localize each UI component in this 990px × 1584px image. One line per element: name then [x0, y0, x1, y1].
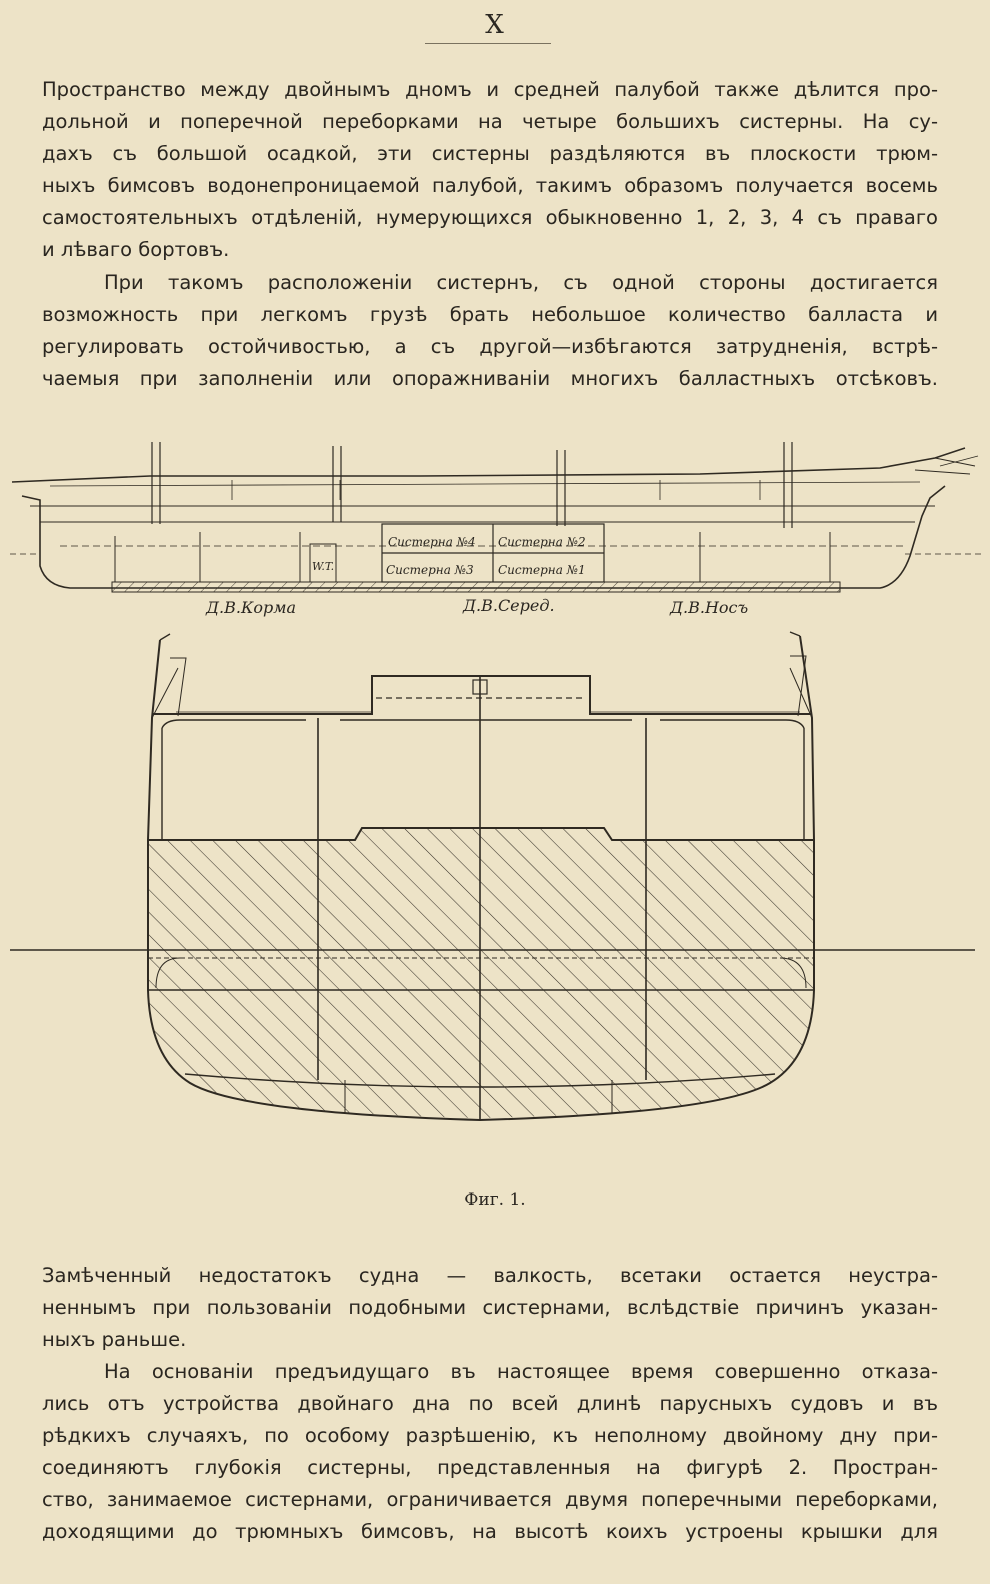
text-line: дахъ съ большой осадкой, эти систерны раздѣляются въ плоскости трюм-: [42, 142, 938, 165]
text-line: самостоятельныхъ отдѣленій, нумерующихся обыкновенно 1, 2, 3, 4 съ праваго: [42, 206, 938, 229]
tank-3-label: Систерна №3: [386, 563, 474, 577]
text-line: На основаніи предъидущаго въ настоящее время совершенно отказа-: [104, 1360, 938, 1383]
bow-label: Д.В.Носъ: [670, 598, 749, 617]
text-line: возможность при легкомъ грузѣ брать небольшое количество балласта и: [42, 303, 938, 326]
text-line: чаемыя при заполненіи или опоражниваніи многихъ балластныхъ отсѣковъ.: [42, 367, 938, 390]
text-line: лись отъ устройства двойнаго дна по всей длинѣ парусныхъ судовъ и въ: [42, 1392, 938, 1415]
text-line: дольной и поперечной переборками на четыре большихъ систерны. На су-: [42, 110, 938, 133]
ballast-hatched: [148, 828, 814, 1118]
stern-label: Д.В.Корма: [206, 598, 296, 617]
tank-2-label: Систерна №2: [498, 535, 586, 549]
paragraph-4: [42, 1356, 938, 1548]
text-line: При такомъ расположеніи систернъ, съ одной стороны достигается: [104, 271, 938, 294]
tank-4-label: Систерна №4: [388, 535, 476, 549]
paragraph-1: [42, 74, 938, 266]
text-line: рѣдкихъ случаяхъ, по особому разрѣшенію, къ неполному двойному дну при-: [42, 1424, 938, 1447]
text-line: Замѣченный недостатокъ судна — валкость, всетаки остается неустра-: [42, 1264, 938, 1287]
ship-side-elevation: [0, 436, 990, 626]
middle-label: Д.В.Серед.: [463, 596, 555, 615]
double-bottom-hatched: [112, 582, 840, 592]
text-line: и лѣваго бортовъ.: [42, 238, 230, 261]
text-line: неннымъ при пользованіи подобными систернами, вслѣдствіе причинъ указан-: [42, 1296, 938, 1319]
bulwark-rails: [152, 656, 812, 718]
text-line: Пространство между двойнымъ дномъ и средней палубой также дѣлится про-: [42, 78, 938, 101]
text-line: соединяютъ глубокія систерны, представленныя на фигурѣ 2. Простран-: [42, 1456, 938, 1479]
paragraph-3: [42, 1260, 938, 1356]
text-line: ство, занимаемое систернами, ограничивается двумя поперечными переборками,: [42, 1488, 938, 1511]
paragraph-2: [42, 267, 938, 395]
ship-cross-section: [0, 628, 990, 1168]
text-line: ныхъ раньше.: [42, 1328, 187, 1351]
wt-label: W.T.: [312, 560, 335, 573]
header-rule: [425, 43, 551, 44]
figure-caption: Фиг. 1.: [464, 1190, 526, 1210]
page-number: X: [485, 10, 505, 40]
text-line: доходящими до трюмныхъ бимсовъ, на высотѣ коихъ устроены крышки для: [42, 1520, 938, 1543]
text-line: регулировать остойчивостью, а съ другой—избѣгаются затрудненія, встрѣ-: [42, 335, 938, 358]
hatch-coaming: [176, 680, 800, 712]
tank-1-label: Систерна №1: [498, 563, 586, 577]
text-line: ныхъ бимсовъ водонепроницаемой палубой, такимъ образомъ получается восемь: [42, 174, 938, 197]
